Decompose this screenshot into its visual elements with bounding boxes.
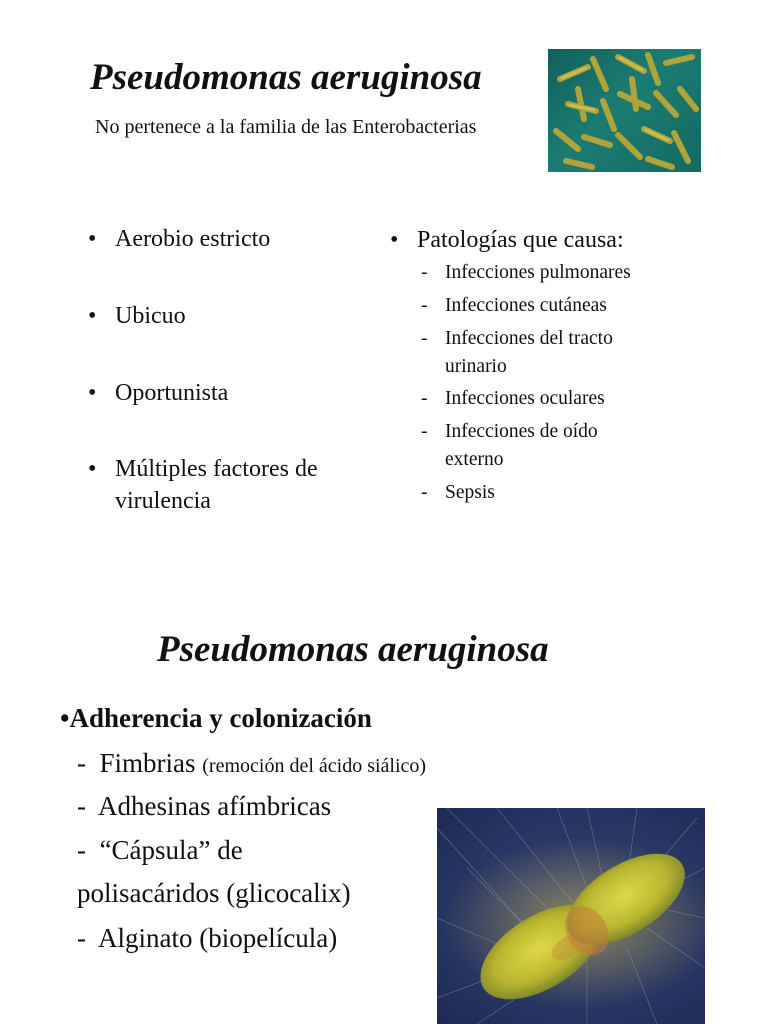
item-adhesinas: [77, 785, 331, 828]
bullet-patologias-heading: [390, 224, 690, 256]
adherencia-heading: •Adherencia y colonización: [60, 703, 372, 733]
bullet-factores-virulencia: [88, 453, 358, 517]
dash-glyph: -: [421, 482, 428, 503]
dash-glyph: -: [421, 262, 428, 283]
bullet-text: Patologías que causa:: [417, 227, 624, 253]
pathology-item-oido-externo: [421, 418, 641, 474]
dash-glyph: -: [77, 923, 86, 953]
rod-bacteria-illustration: [548, 49, 701, 172]
bullet-text: Oportunista: [115, 380, 229, 406]
bullet-glyph: •: [88, 456, 97, 482]
dash-glyph: -: [421, 295, 428, 316]
fimbrias-note: (remoción del ácido siálico): [202, 755, 427, 777]
slide1-title: Pseudomonas aeruginosa: [90, 57, 482, 98]
bullet-oportunista: [88, 377, 358, 409]
bullet-glyph: •: [88, 380, 97, 406]
pathology-item-cutaneas: [421, 292, 671, 320]
pathology-text: Infecciones oculares: [445, 388, 605, 409]
pathology-item-pulmonares: [421, 259, 671, 287]
bullet-text: Múltiples factores de virulencia: [115, 456, 318, 514]
adhesinas-text: Adhesinas afímbricas: [98, 791, 332, 821]
dash-glyph: -: [421, 388, 428, 409]
pathology-text: Infecciones pulmonares: [445, 262, 631, 283]
item-capsula: [77, 829, 243, 872]
bullet-glyph: •: [88, 303, 97, 329]
bullet-text: Ubicuo: [115, 303, 186, 329]
pathology-text: Sepsis: [445, 482, 495, 503]
bullet-aerobio: [88, 223, 358, 255]
item-fimbrias: [77, 742, 426, 788]
bullet-glyph: •: [390, 227, 399, 253]
pathology-text: Infecciones del tracto urinario: [445, 328, 613, 377]
bullet-ubicuo: [88, 300, 358, 332]
dash-glyph: -: [77, 835, 86, 865]
pathology-item-oculares: [421, 385, 671, 413]
slide2-title: Pseudomonas aeruginosa: [157, 629, 549, 670]
capsula-text-line2: polisacáridos (glicocalix): [77, 878, 351, 908]
bacterium-micrograph: [437, 808, 705, 1024]
alginato-text: Alginato (biopelícula): [98, 923, 338, 953]
slide1-subtitle: No pertenece a la familia de las Enterobacterias: [95, 116, 477, 138]
dividing-bacterium-illustration: [437, 808, 705, 1024]
dash-glyph: -: [77, 748, 86, 778]
pathology-item-tracto-urinario: [421, 325, 661, 381]
bullet-text: Aerobio estricto: [115, 226, 271, 252]
bacteria-image-green: [548, 49, 701, 172]
dash-glyph: -: [77, 791, 86, 821]
capsula-text-line1: “Cápsula” de: [99, 835, 243, 865]
item-alginato: [77, 917, 337, 960]
bullet-glyph: •: [88, 226, 97, 252]
pathology-text: Infecciones de oído externo: [445, 421, 598, 470]
dash-glyph: -: [421, 328, 428, 349]
fimbrias-text: Fimbrias: [99, 748, 196, 778]
pathology-text: Infecciones cutáneas: [445, 295, 607, 316]
pathology-item-sepsis: [421, 479, 671, 507]
dash-glyph: -: [421, 421, 428, 442]
